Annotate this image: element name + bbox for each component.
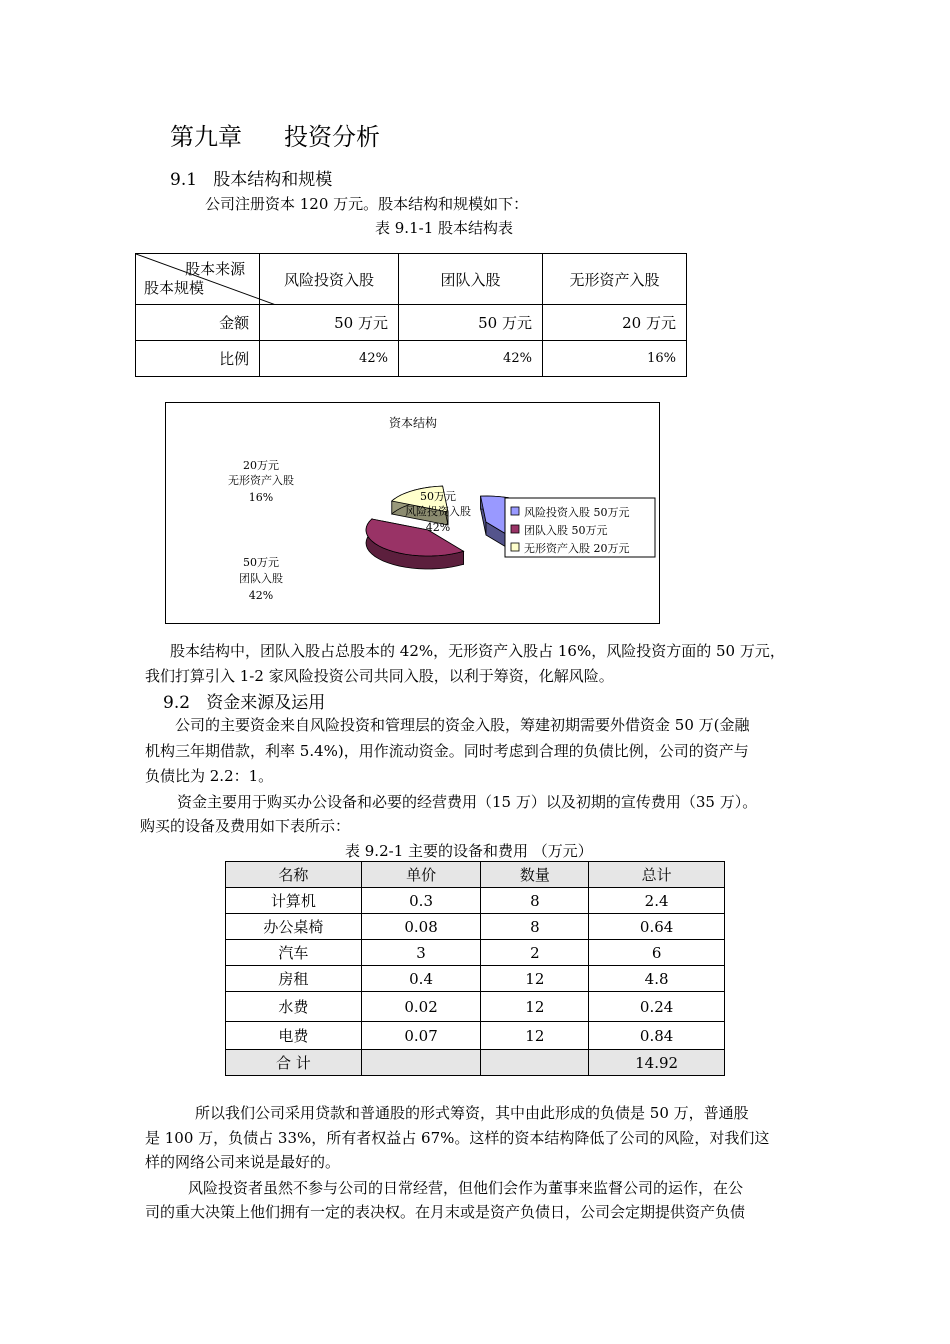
paragraph-line: 股本结构中，团队入股占总股本的 42%，无形资产入股占 16%，风险投资方面的 50 万元， <box>170 642 785 660</box>
data-label-pct-2: 16% <box>248 491 274 504</box>
table-header-row <box>136 254 687 305</box>
table-total-row <box>226 1050 725 1076</box>
table-cell: 0.24 <box>589 992 725 1022</box>
data-label-name-1: 团队入股 <box>239 572 283 585</box>
column-header: 数量 <box>481 862 589 888</box>
table-cell: 2 <box>481 940 589 966</box>
paragraph-line: 购买的设备及费用如下表所示： <box>140 817 351 835</box>
table2-caption: 表 9.2-1 主要的设备和费用 （万元） <box>345 842 593 860</box>
table-cell: 42% <box>398 341 542 377</box>
paragraph-line: 机构三年期借款，利率 5.4%)，用作流动资金。同时考虑到合理的负债比例，公司的资产与 <box>145 742 749 760</box>
column-header: 总计 <box>589 862 725 888</box>
paragraph-line: 公司的主要资金来自风险投资和管理层的资金入股，筹建初期需要外借资金 50 万(金融 <box>175 716 750 734</box>
table-row <box>226 1022 725 1050</box>
table-cell: 2.4 <box>589 888 725 914</box>
section-heading-9-2 <box>163 688 325 713</box>
paragraph-line: 风险投资者虽然不参与公司的日常经营，但他们会作为董事来监督公司的运作，在公 <box>188 1179 744 1197</box>
table-row <box>226 888 725 914</box>
table-cell: 0.64 <box>589 914 725 940</box>
data-label-amount-2: 20万元 <box>243 459 279 472</box>
total-label: 合 计 <box>226 1050 362 1076</box>
table-cell: 3 <box>361 940 481 966</box>
table-cell: 电费 <box>226 1022 362 1050</box>
table-cell: 0.08 <box>361 914 481 940</box>
table-cell: 50 万元 <box>398 305 542 341</box>
diagonal-header-cell <box>136 254 260 305</box>
paragraph-line: 司的重大决策上他们拥有一定的表决权。在月末或是资产负债日，公司会定期提供资产负债 <box>145 1203 746 1221</box>
table-cell: 计算机 <box>226 888 362 914</box>
table-cell: 8 <box>481 888 589 914</box>
paragraph-line: 负债比为 2.2：1。 <box>145 767 274 785</box>
data-label-name-2: 无形资产入股 <box>228 474 294 487</box>
table-cell: 6 <box>589 940 725 966</box>
table-cell: 0.4 <box>361 966 481 992</box>
legend-swatch-2 <box>511 543 519 551</box>
paragraph-line: 样的网络公司来说是最好的。 <box>145 1153 341 1171</box>
table-cell: 16% <box>542 341 686 377</box>
table-row <box>136 305 687 341</box>
table-cell: 50 万元 <box>260 305 399 341</box>
paragraph-line: 我们打算引入 1-2 家风险投资公司共同入股，以利于筹资，化解风险。 <box>145 667 614 685</box>
legend-swatch-0 <box>511 507 519 515</box>
table-row <box>226 966 725 992</box>
section-title: 股本结构和规模 <box>213 170 333 190</box>
corner-top-label: 股本来源 <box>185 260 246 278</box>
table-row <box>136 341 687 377</box>
capital-structure-chart <box>165 402 660 624</box>
table-header-row <box>226 862 725 888</box>
table-cell: 汽车 <box>226 940 362 966</box>
intro-text: 公司注册资本 120 万元。股本结构和规模如下： <box>205 195 529 213</box>
chapter-title: 投资分析 <box>284 123 380 151</box>
table-cell: 房租 <box>226 966 362 992</box>
table-cell: 0.84 <box>589 1022 725 1050</box>
table-cell: 办公桌椅 <box>226 914 362 940</box>
equity-structure-table <box>135 253 687 377</box>
paragraph-line: 是 100 万，负债占 33%，所有者权益占 67%。这样的资本结构降低了公司的风险，对我们这 <box>145 1129 770 1147</box>
column-header: 风险投资入股 <box>260 254 399 305</box>
column-header: 名称 <box>226 862 362 888</box>
table-cell: 12 <box>481 992 589 1022</box>
paragraph-line: 资金主要用于购买办公设备和必要的经营费用（15 万）以及初期的宣传费用（35 万）。 <box>177 793 758 811</box>
data-label-pct-1: 42% <box>248 589 274 602</box>
column-header: 团队入股 <box>398 254 542 305</box>
table-cell: 4.8 <box>589 966 725 992</box>
chart-legend <box>505 498 655 557</box>
total-value: 14.92 <box>589 1050 725 1076</box>
data-label-name-0: 风险投资入股 <box>405 505 471 518</box>
table-cell: 水费 <box>226 992 362 1022</box>
table-cell: 12 <box>481 1022 589 1050</box>
table-row <box>226 992 725 1022</box>
table-row <box>226 914 725 940</box>
legend-entry-1: 团队入股 50万元 <box>524 524 608 537</box>
pie-chart-svg <box>166 403 659 623</box>
table-cell <box>481 1050 589 1076</box>
section-number: 9.2 <box>163 693 191 713</box>
table-cell: 0.3 <box>361 888 481 914</box>
data-label-amount-1: 50万元 <box>243 556 279 569</box>
column-header: 单价 <box>361 862 481 888</box>
row-label: 金额 <box>136 305 260 341</box>
section-number: 9.1 <box>170 170 198 190</box>
legend-swatch-1 <box>511 525 519 533</box>
chapter-heading <box>170 117 380 152</box>
paragraph-line: 所以我们公司采用贷款和普通股的形式筹资，其中由此形成的负债是 50 万，普通股 <box>195 1104 749 1122</box>
table-cell <box>361 1050 481 1076</box>
table-cell: 8 <box>481 914 589 940</box>
table-row <box>226 940 725 966</box>
table-cell: 0.02 <box>361 992 481 1022</box>
corner-bottom-label: 股本规模 <box>144 279 205 297</box>
section-title: 资金来源及运用 <box>206 693 326 713</box>
data-label-pct-0: 42% <box>425 521 451 534</box>
table-cell: 42% <box>260 341 399 377</box>
chart-title: 资本结构 <box>388 416 438 430</box>
table1-caption: 表 9.1-1 股本结构表 <box>375 219 514 237</box>
legend-entry-0: 风险投资入股 50万元 <box>524 506 630 519</box>
table-cell: 0.07 <box>361 1022 481 1050</box>
table-cell: 12 <box>481 966 589 992</box>
table-cell: 20 万元 <box>542 305 686 341</box>
legend-entry-2: 无形资产入股 20万元 <box>524 542 630 555</box>
row-label: 比例 <box>136 341 260 377</box>
section-heading-9-1 <box>170 165 332 190</box>
column-header: 无形资产入股 <box>542 254 686 305</box>
equipment-cost-table <box>225 861 725 1076</box>
data-label-amount-0: 50万元 <box>420 490 456 503</box>
chapter-number: 第九章 <box>170 123 242 151</box>
